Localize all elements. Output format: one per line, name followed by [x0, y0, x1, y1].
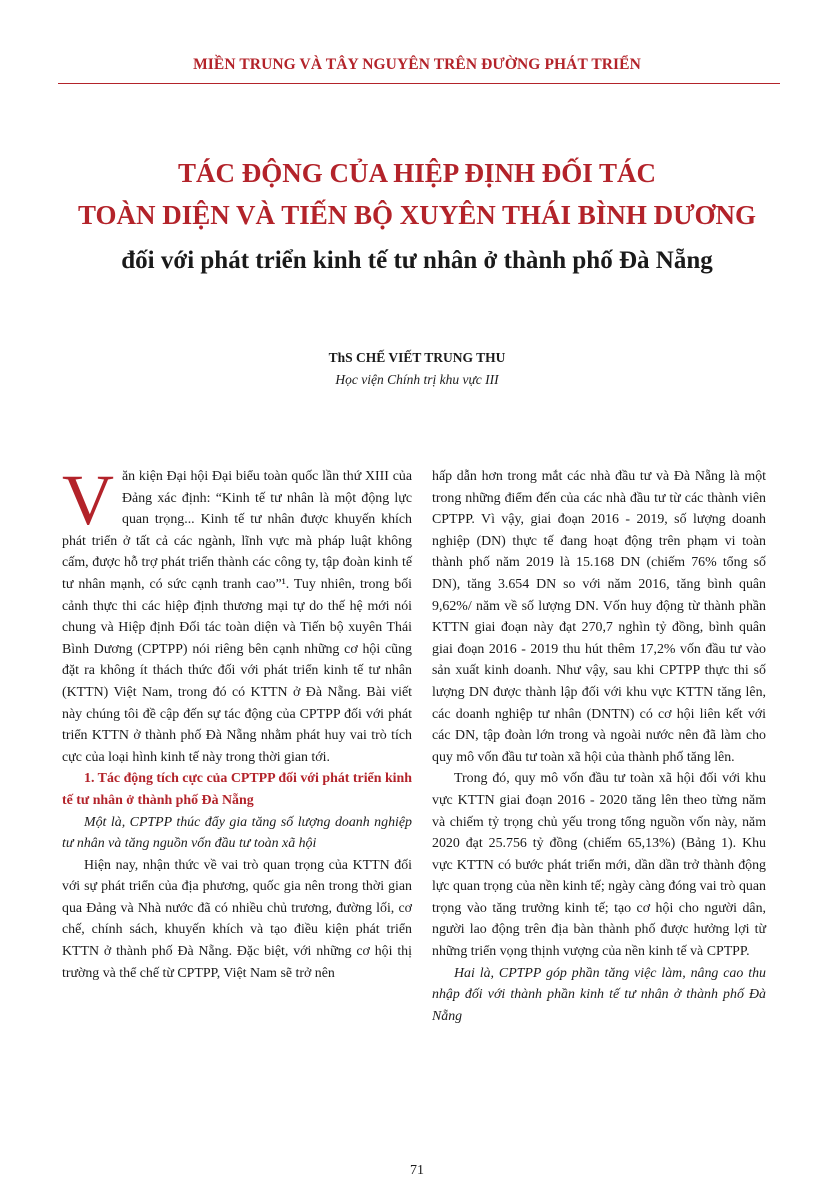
article-title-line-2: TOÀN DIỆN VÀ TIẾN BỘ XUYÊN THÁI BÌNH DƯƠNG: [77, 200, 757, 230]
section-header: MIỀN TRUNG VÀ TÂY NGUYÊN TRÊN ĐƯỜNG PHÁT TRIỂN: [193, 56, 641, 73]
section-heading-1: 1. Tác động tích cực của CPTPP đối với phát triển kinh tế tư nhân ở thành phố Đà Nẵng: [62, 771, 412, 808]
right-column: [432, 466, 766, 1027]
author-affiliation: Học viện Chính trị khu vực III: [335, 372, 499, 387]
author-name: ThS CHẾ VIẾT TRUNG THU: [328, 350, 506, 365]
intro-text: ăn kiện Đại hội Đại biểu toàn quốc lần thứ XIII của Đảng xác định: “Kinh tế tư nhân là một động lực quan trọng... Kinh tế tư nhân được khuyến khích phát triển ở tất cả các ngành, lĩnh vực mà pháp luật không cấm, được hỗ trợ phát triển thành các công ty, tập đoàn kinh tế tư nhân mạnh, có sức cạnh tranh cao”¹. Tuy nhiên, trong bối cảnh thực thi các hiệp định thương mại tự do thế hệ mới nói chung và Hiệp định Đối tác toàn diện và Tiến bộ xuyên Thái Bình Dương (CPTPP) nói riêng bên cạnh những cơ hội cũng đặt ra không ít thách thức đối với phát triển kinh tế tư nhân (KTTN) Việt Nam, trong đó có KTTN ở Đà Nẵng. Bài viết này chúng tôi đề cập đến sự tác động của CPTPP đối với phát triển KTTN ở thành phố Đà Nẵng nhằm phát huy vai trò tích cực của loại hình kinh tế này trong thời gian tới.: [62, 469, 412, 765]
header-divider: [58, 83, 780, 84]
body-paragraph: Trong đó, quy mô vốn đầu tư toàn xã hội đối với khu vực KTTN giai đoạn 2016 - 2020 tăng lên theo từng năm và chiếm tỷ trọng chủ yếu trong tổng nguồn vốn này, năm 2020 đạt 25.756 tỷ đồng (chiếm 65,13%) (Bảng 1). Khu vực KTTN có bước phát triển mới, dần dần trở thành động lực quan trọng của nền kinh tế; ngày càng đóng vai trò quan trọng vào tăng trưởng kinh tế; tạo cơ hội cho người dân, người lao động trên địa bàn thành phố được hưởng lợi từ những triển vọng thịnh vượng của nền kinh tế và CPTPP.: [432, 771, 766, 960]
article-subtitle: đối với phát triển kinh tế tư nhân ở thành phố Đà Nẵng: [121, 247, 713, 274]
body-paragraph: Hiện nay, nhận thức về vai trò quan trọng của KTTN đối với sự phát triển của địa phương, quốc gia nên trong thời gian qua Đảng và Nhà nước đã có nhiều chủ trương, đường lối, cơ chế, chính sách, khuyến khích và tạo điều kiện phát triển KTTN ở thành phố Đà Nẵng. Đặc biệt, với những cơ hội thị trường và thể chế từ CPTPP, Việt Nam sẽ trở nên: [62, 857, 412, 981]
subheading-2: Hai là, CPTPP góp phần tăng việc làm, nâng cao thu nhập đối với thành phần kinh tế tư nhân ở thành phố Đà Nẵng: [432, 965, 766, 1024]
intro-paragraph: [62, 460, 412, 768]
body-paragraph-continued: hấp dẫn hơn trong mắt các nhà đầu tư và Đà Nẵng là một trong những điểm đến của các nhà đầu tư từ các thành viên CPTPP. Vì vậy, giai đoạn 2016 - 2019, số lượng doanh nghiệp (DN) thực tế đang hoạt động trên phạm vi toàn thành phố năm 2019 là 15.168 DN (chiếm 76% tổng số DN), tăng 3.654 DN so với năm 2016, tăng bình quân 9,62%/ năm về số lượng DN. Vốn huy động từ thành phần KTTN giai đoạn này đạt 270,7 nghìn tỷ đồng, bình quân giai đoạn 2016 - 2019 thu hút thêm 17,2% vốn đầu tư vào sản xuất kinh doanh. Như vậy, sau khi CPTPP thực thi số lượng DN được thành lập đối với khu vực KTTN tăng lên, các doanh nghiệp tư nhân (DNTN) có cơ hội liên kết với các DN, tập đoàn lớn trong và ngoài nước nên đã làm cho quy mô vốn đầu tư toàn xã hội của thành phố tăng lên.: [432, 469, 766, 765]
left-column: [62, 460, 412, 984]
article-title-line-1: TÁC ĐỘNG CỦA HIỆP ĐỊNH ĐỐI TÁC: [177, 158, 657, 188]
drop-cap: V: [62, 460, 114, 540]
subheading-1: Một là, CPTPP thúc đẩy gia tăng số lượng doanh nghiệp tư nhân và tăng nguồn vốn đầu tư toàn xã hội: [62, 814, 412, 852]
page-number: 71: [410, 1163, 424, 1178]
